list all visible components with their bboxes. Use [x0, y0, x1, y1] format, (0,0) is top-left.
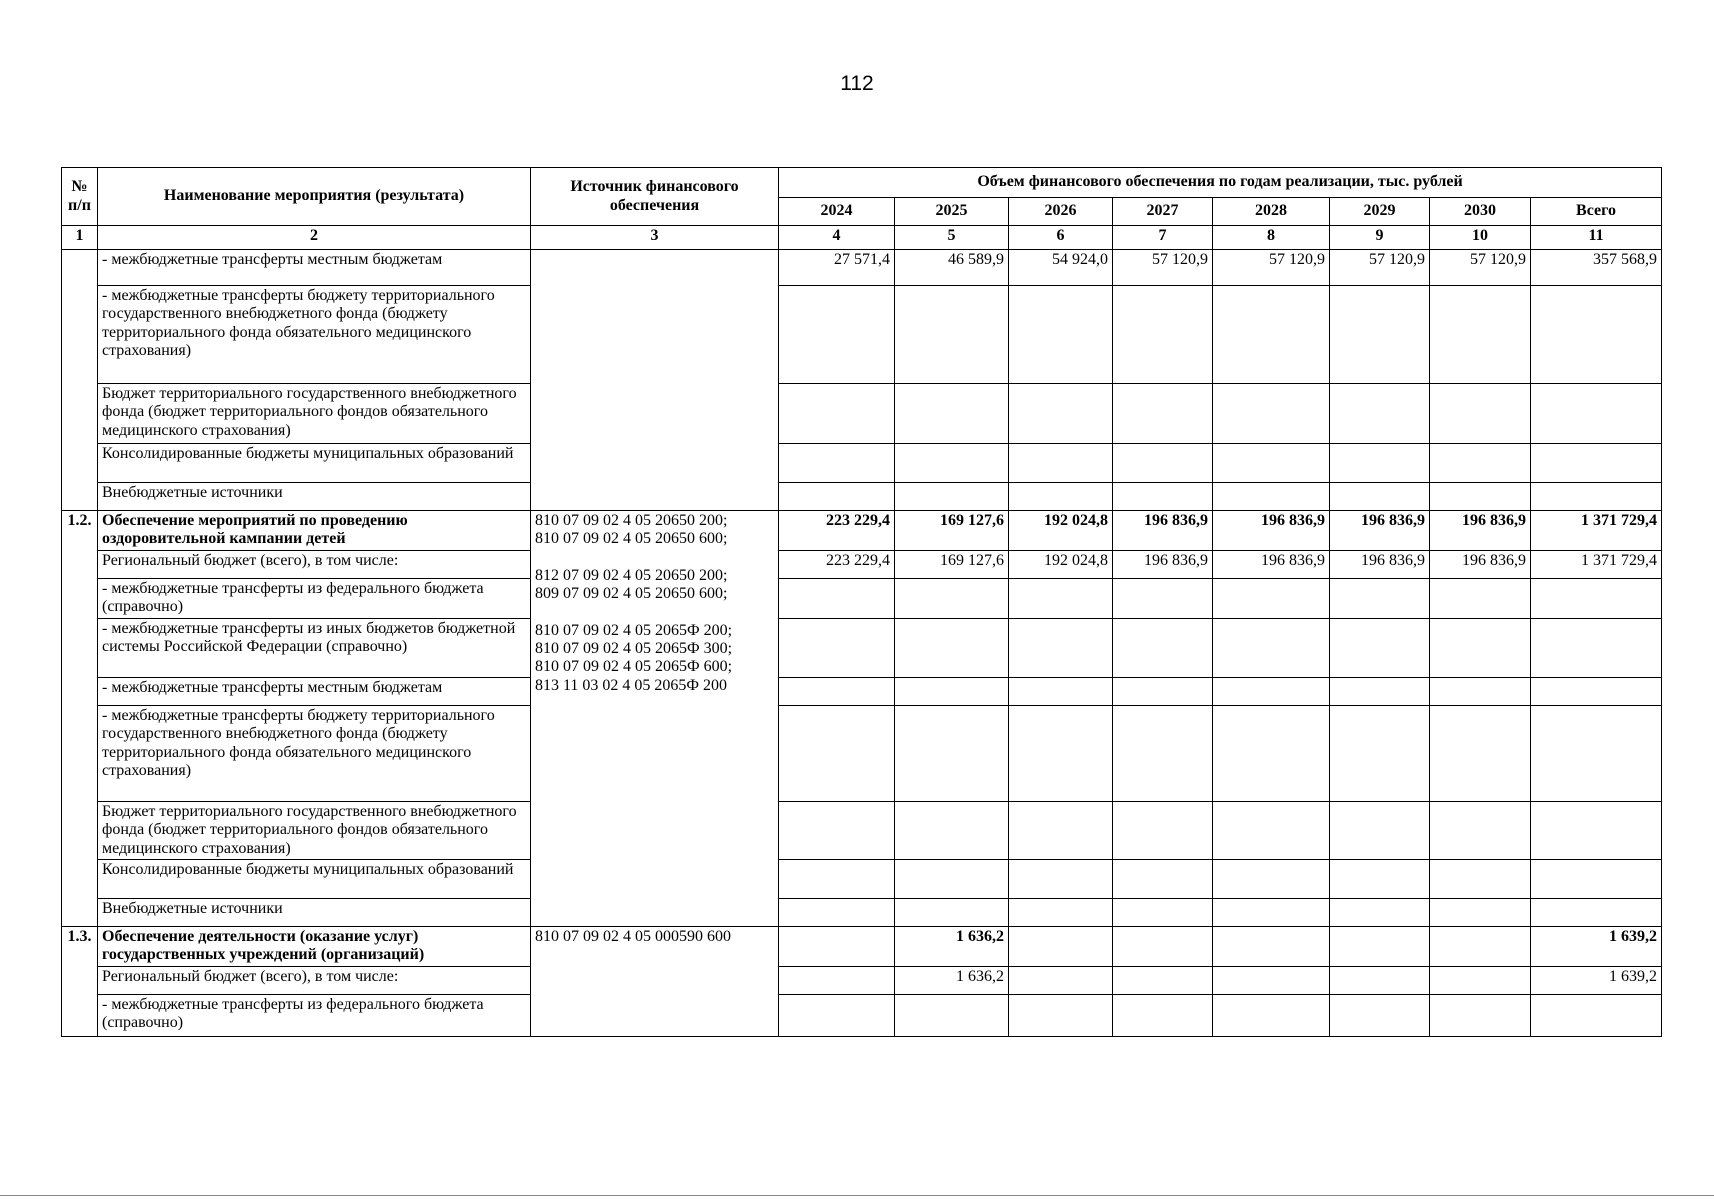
value-cell: 1 636,2 — [895, 966, 1009, 994]
row-name: - межбюджетные трансферты местным бюджетам — [98, 677, 531, 705]
row-name: Региональный бюджет (всего), в том числе: — [98, 966, 531, 994]
value-cell — [779, 801, 895, 859]
source-code: 810 07 09 02 4 05 2065Ф 600; — [535, 658, 733, 676]
value-cell — [1113, 926, 1213, 966]
header-name: Наименование мероприятия (результата) — [98, 168, 531, 226]
source-code: 810 07 09 02 4 05 20650 200; — [535, 512, 728, 529]
row-name: - межбюджетные трансферты местным бюджетам — [98, 250, 531, 286]
value-total: 1 371 729,4 — [1531, 511, 1662, 551]
value-total — [1531, 994, 1662, 1036]
value-cell: 196 836,9 — [1430, 550, 1531, 578]
header-num: № п/п — [62, 168, 98, 226]
header-year: 2028 — [1213, 198, 1330, 226]
value-cell — [1330, 677, 1430, 705]
table-row — [62, 578, 1662, 618]
value-cell — [779, 286, 895, 384]
value-cell: 57 120,9 — [1330, 250, 1430, 286]
value-cell — [1009, 578, 1113, 618]
value-cell — [1213, 859, 1330, 898]
value-cell: 46 589,9 — [895, 250, 1009, 286]
value-cell — [779, 966, 895, 994]
value-cell — [1113, 859, 1213, 898]
source-code: 810 07 09 02 4 05 000590 600 — [535, 927, 731, 945]
value-cell — [1430, 705, 1531, 801]
table-row — [62, 801, 1662, 859]
header-volume: Объем финансового обеспечения по годам реализации, тыс. рублей — [779, 168, 1662, 198]
value-cell — [895, 801, 1009, 859]
value-cell — [779, 898, 895, 926]
source-gap — [535, 549, 774, 567]
row-name: - межбюджетные трансферты из иных бюджетов бюджетной системы Российской Федерации (справочно) — [98, 618, 531, 677]
value-cell: 223 229,4 — [779, 550, 895, 578]
column-number: 10 — [1430, 226, 1531, 250]
value-cell: 196 836,9 — [1330, 511, 1430, 551]
value-cell — [1113, 618, 1213, 677]
value-cell — [779, 705, 895, 801]
value-total — [1531, 444, 1662, 483]
value-cell — [1009, 926, 1113, 966]
header-year: 2025 — [895, 198, 1009, 226]
value-cell — [1330, 618, 1430, 677]
value-cell — [1113, 677, 1213, 705]
value-cell — [1213, 926, 1330, 966]
value-cell — [895, 994, 1009, 1036]
value-cell — [1113, 444, 1213, 483]
table-row — [62, 250, 1662, 286]
financing-table — [61, 167, 1662, 1037]
row-name: Региональный бюджет (всего), в том числе: — [98, 550, 531, 578]
value-total — [1531, 801, 1662, 859]
table-row — [62, 966, 1662, 994]
value-cell — [1213, 966, 1330, 994]
header-year: 2029 — [1330, 198, 1430, 226]
header-year: 2026 — [1009, 198, 1113, 226]
value-cell — [1213, 801, 1330, 859]
value-cell: 54 924,0 — [1009, 250, 1113, 286]
column-number: 9 — [1330, 226, 1430, 250]
source-code: 813 11 03 02 4 05 2065Ф 200 — [535, 676, 728, 694]
column-number: 5 — [895, 226, 1009, 250]
row-name: - межбюджетные трансферты бюджету территориального государственного внебюджетного фонда (бюджету территориального фонда обязательного медицинского страхования) — [98, 705, 531, 801]
value-cell — [1430, 859, 1531, 898]
row-name: Бюджет территориального государственного внебюджетного фонда (бюджет территориального фондов обязательного медицинского страхования) — [98, 801, 531, 859]
value-total — [1531, 677, 1662, 705]
value-cell — [1430, 966, 1531, 994]
value-cell: 169 127,6 — [895, 511, 1009, 551]
value-cell — [1009, 618, 1113, 677]
value-cell: 57 120,9 — [1213, 250, 1330, 286]
value-cell — [1213, 994, 1330, 1036]
value-cell — [1113, 286, 1213, 384]
value-cell — [895, 286, 1009, 384]
value-cell — [895, 898, 1009, 926]
value-cell — [895, 578, 1009, 618]
value-cell — [1330, 994, 1430, 1036]
value-cell — [1213, 444, 1330, 483]
row-name: - межбюджетные трансферты из федерального бюджета (справочно) — [98, 578, 531, 618]
value-cell — [1213, 578, 1330, 618]
value-cell — [895, 705, 1009, 801]
value-cell — [1009, 677, 1113, 705]
value-cell — [1330, 859, 1430, 898]
value-total — [1531, 286, 1662, 384]
value-cell — [1330, 286, 1430, 384]
column-number: 7 — [1113, 226, 1213, 250]
table-row — [62, 483, 1662, 511]
page-bottom-rule — [0, 1195, 1714, 1196]
table-row — [62, 677, 1662, 705]
value-total: 1 639,2 — [1531, 926, 1662, 966]
value-cell: 192 024,8 — [1009, 550, 1113, 578]
value-cell — [1009, 444, 1113, 483]
row-name: Обеспечение мероприятий по проведению оздоровительной кампании детей — [98, 511, 531, 551]
table-row — [62, 384, 1662, 444]
value-cell: 169 127,6 — [895, 550, 1009, 578]
value-cell — [1113, 578, 1213, 618]
header-year: 2024 — [779, 198, 895, 226]
value-cell — [1430, 898, 1531, 926]
source-code: 812 07 09 02 4 05 20650 200; — [535, 566, 728, 584]
value-cell: 196 836,9 — [1330, 550, 1430, 578]
table-row — [62, 705, 1662, 801]
value-cell — [1430, 444, 1531, 483]
value-cell: 223 229,4 — [779, 511, 895, 551]
value-cell — [1213, 677, 1330, 705]
value-cell — [1430, 384, 1531, 444]
value-cell — [779, 677, 895, 705]
value-cell — [895, 618, 1009, 677]
column-number: 2 — [98, 226, 531, 250]
value-cell — [1330, 578, 1430, 618]
value-cell — [1009, 859, 1113, 898]
value-cell — [779, 444, 895, 483]
table-row — [62, 511, 1662, 551]
page-number: 112 — [840, 72, 874, 95]
table-row — [62, 444, 1662, 483]
value-total — [1531, 705, 1662, 801]
value-cell: 196 836,9 — [1430, 511, 1531, 551]
table-row — [62, 926, 1662, 966]
value-cell — [1330, 966, 1430, 994]
value-cell — [1430, 926, 1531, 966]
value-cell — [1113, 483, 1213, 511]
value-cell — [1113, 384, 1213, 444]
value-cell — [779, 578, 895, 618]
value-cell — [895, 677, 1009, 705]
value-cell: 196 836,9 — [1213, 550, 1330, 578]
source-cell — [531, 926, 779, 1036]
value-cell: 196 836,9 — [1213, 511, 1330, 551]
value-cell — [1430, 994, 1531, 1036]
value-cell: 196 836,9 — [1113, 511, 1213, 551]
value-total — [1531, 859, 1662, 898]
value-cell — [1330, 926, 1430, 966]
header-year: 2027 — [1113, 198, 1213, 226]
value-cell — [1430, 677, 1531, 705]
value-cell — [1213, 384, 1330, 444]
value-cell — [1009, 705, 1113, 801]
value-cell — [1009, 994, 1113, 1036]
row-name: - межбюджетные трансферты бюджету территориального государственного внебюджетного фонда (бюджету территориального фонда обязательного медицинского страхования) — [98, 286, 531, 384]
value-cell — [1430, 801, 1531, 859]
value-cell — [1113, 801, 1213, 859]
value-cell — [1330, 705, 1430, 801]
row-number: 1.2. — [62, 511, 98, 927]
value-cell — [1330, 898, 1430, 926]
value-cell — [1113, 966, 1213, 994]
value-cell — [1430, 578, 1531, 618]
value-cell — [1113, 994, 1213, 1036]
value-total: 357 568,9 — [1531, 250, 1662, 286]
column-number: 11 — [1531, 226, 1662, 250]
source-cell — [531, 250, 779, 511]
table-row — [62, 898, 1662, 926]
source-code: 810 07 09 02 4 05 2065Ф 300; — [535, 639, 733, 657]
row-number: 1.3. — [62, 926, 98, 1036]
value-cell — [1430, 286, 1531, 384]
value-total — [1531, 618, 1662, 677]
column-number: 3 — [531, 226, 779, 250]
column-number: 1 — [62, 226, 98, 250]
value-total — [1531, 384, 1662, 444]
value-cell — [895, 384, 1009, 444]
block-1-2 — [62, 511, 1662, 927]
value-cell: 192 024,8 — [1009, 511, 1113, 551]
value-cell — [779, 618, 895, 677]
value-cell: 57 120,9 — [1113, 250, 1213, 286]
column-number-row — [62, 226, 1662, 250]
value-total: 1 639,2 — [1531, 966, 1662, 994]
value-cell — [779, 384, 895, 444]
source-code: 810 07 09 02 4 05 2065Ф 200; — [535, 621, 733, 639]
value-cell — [1213, 286, 1330, 384]
column-number: 4 — [779, 226, 895, 250]
source-gap — [535, 604, 774, 622]
column-number: 8 — [1213, 226, 1330, 250]
row-name: Консолидированные бюджеты муниципальных образований — [98, 859, 531, 898]
value-cell — [1113, 705, 1213, 801]
row-name: Консолидированные бюджеты муниципальных образований — [98, 444, 531, 483]
value-cell — [1009, 483, 1113, 511]
value-cell — [1213, 483, 1330, 511]
column-number: 6 — [1009, 226, 1113, 250]
value-cell — [1330, 801, 1430, 859]
table-row — [62, 286, 1662, 384]
value-cell: 196 836,9 — [1113, 550, 1213, 578]
value-cell — [1330, 483, 1430, 511]
table-row — [62, 859, 1662, 898]
value-cell — [1009, 966, 1113, 994]
value-cell — [1009, 286, 1113, 384]
value-cell — [1430, 618, 1531, 677]
table-row — [62, 994, 1662, 1036]
value-cell: 27 571,4 — [779, 250, 895, 286]
value-cell — [1009, 801, 1113, 859]
value-cell: 1 636,2 — [895, 926, 1009, 966]
value-total — [1531, 898, 1662, 926]
value-cell — [895, 483, 1009, 511]
source-code: 810 07 09 02 4 05 20650 600; — [535, 530, 728, 548]
table-row — [62, 618, 1662, 677]
value-cell — [1330, 384, 1430, 444]
header-year: 2030 — [1430, 198, 1531, 226]
row-number — [62, 250, 98, 511]
block-1-3 — [62, 926, 1662, 1036]
row-name: - межбюджетные трансферты из федерального бюджета (справочно) — [98, 994, 531, 1036]
row-name: Обеспечение деятельности (оказание услуг) государственных учреждений (организаций) — [98, 926, 531, 966]
value-cell — [1430, 483, 1531, 511]
value-cell — [1009, 384, 1113, 444]
value-cell — [1113, 898, 1213, 926]
source-code: 809 07 09 02 4 05 20650 600; — [535, 585, 728, 603]
value-cell — [779, 483, 895, 511]
block-prev — [62, 250, 1662, 511]
value-cell — [779, 926, 895, 966]
value-cell — [1213, 898, 1330, 926]
value-cell — [895, 859, 1009, 898]
value-total — [1531, 578, 1662, 618]
table-row — [62, 550, 1662, 578]
value-cell — [895, 444, 1009, 483]
value-total — [1531, 483, 1662, 511]
value-cell — [1330, 444, 1430, 483]
source-cell — [531, 511, 779, 927]
row-name: Бюджет территориального государственного внебюджетного фонда (бюджет территориального фондов обязательного медицинского страхования) — [98, 384, 531, 444]
row-name: Внебюджетные источники — [98, 483, 531, 511]
value-total: 1 371 729,4 — [1531, 550, 1662, 578]
row-name: Внебюджетные источники — [98, 898, 531, 926]
value-cell: 57 120,9 — [1430, 250, 1531, 286]
header-source: Источник финансового обеспечения — [531, 168, 779, 226]
value-cell — [1213, 705, 1330, 801]
value-cell — [1009, 898, 1113, 926]
header-total: Всего — [1531, 198, 1662, 226]
value-cell — [779, 859, 895, 898]
value-cell — [779, 994, 895, 1036]
value-cell — [1213, 618, 1330, 677]
